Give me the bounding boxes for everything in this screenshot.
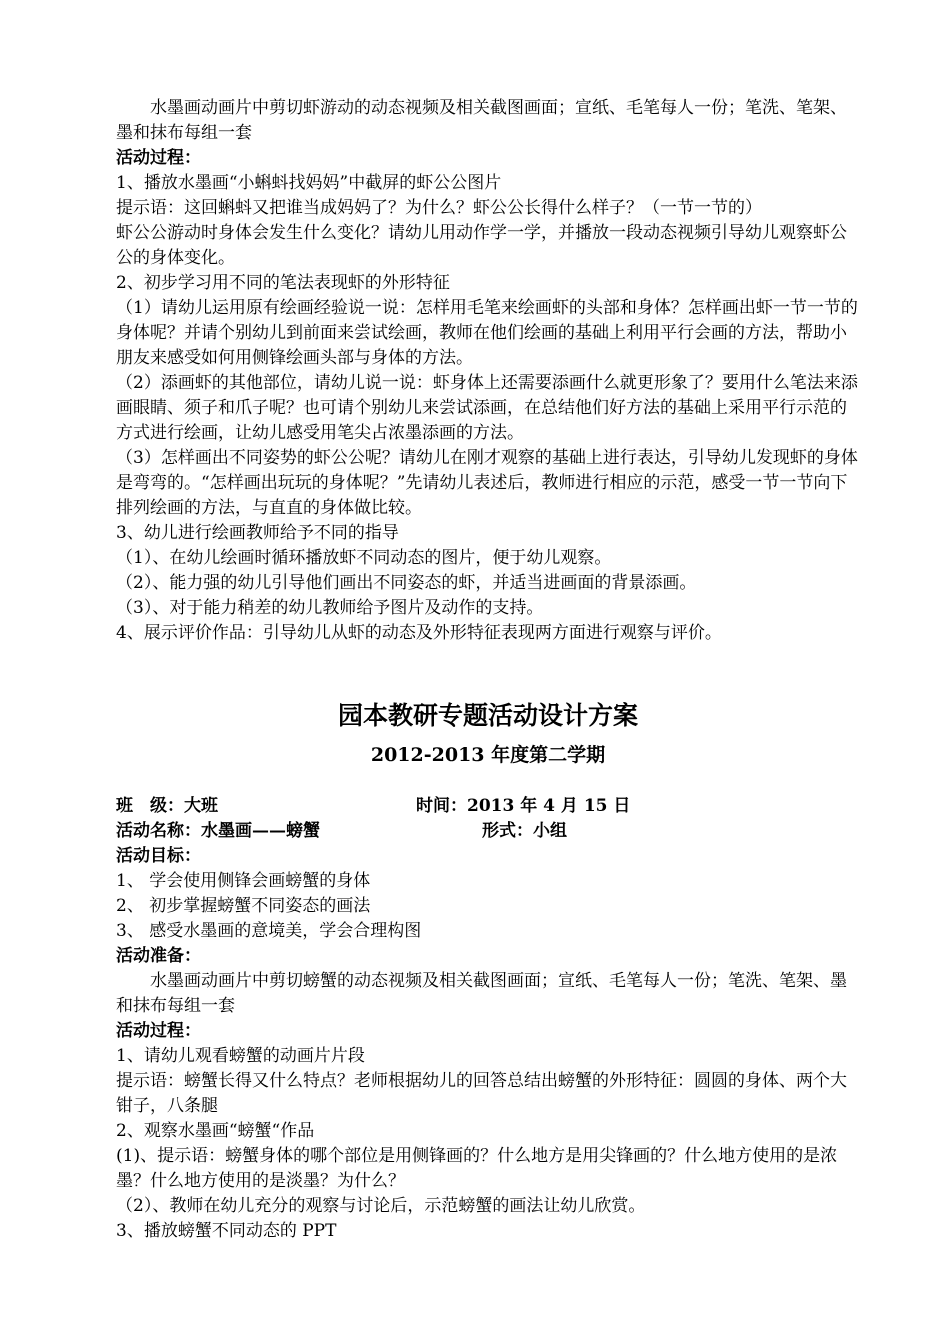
process-line: （1）、在幼儿绘画时循环播放虾不同动态的图片，便于幼儿观察。 [116,548,612,568]
process-heading-crab: 活动过程： [116,1021,201,1041]
goal-item: 3、 感受水墨画的意境美，学会合理构图 [116,921,422,941]
process-line: （1）请幼儿运用原有绘画经验说一说：怎样用毛笔来绘画虾的头部和身体？怎样画出虾一节一节的身体呢？并请个别幼儿到前面来尝试绘画，教师在他们绘画的基础上利用平行会画的方法，帮助小朋友来感受如何用侧锋绘画头部与身体的方法。 [116,298,858,368]
activity-name: 活动名称：水墨画——螃蟹 [116,821,320,841]
goal-heading: 活动目标： [116,846,201,866]
process-line: 2、初步学习用不同的笔法表现虾的外形特征 [116,273,450,293]
process-line: 虾公公游动时身体会发生什么变化？请幼儿用动作学一学，并播放一段动态视频引导幼儿观察虾公公的身体变化。 [116,223,847,268]
process-line: 3、播放螃蟹不同动态的 PPT [116,1221,337,1241]
goal-item: 2、 初步掌握螃蟹不同姿态的画法 [116,896,371,916]
process-line: (1)、提示语：螃蟹身体的哪个部位是用侧锋画的？什么地方是用尖锋画的？什么地方使用的是浓墨？什么地方使用的是淡墨？为什么？ [116,1146,838,1191]
prep-text-shrimp: 水墨画动画片中剪切虾游动的动态视频及相关截图画面；宣纸、毛笔每人一份；笔洗、笔架、墨和抹布每组一套 [116,98,847,143]
process-line: （3）怎样画出不同姿势的虾公公呢？请幼儿在刚才观察的基础上进行表达，引导幼儿发现虾的身体是弯弯的。“怎样画出玩玩的身体呢？”先请幼儿表述后，教师进行相应的示范，感受一节一节向下排列绘画的方法，与直直的身体做比较。 [116,448,858,518]
info-row-class-time [116,794,860,819]
process-heading-shrimp: 活动过程： [116,148,201,168]
document-title: 园本教研专题活动设计方案 [337,701,638,730]
process-line: （2）、教师在幼儿充分的观察与讨论后，示范螃蟹的画法让幼儿欣赏。 [116,1196,646,1216]
process-line: 1、播放水墨画“小蝌蚪找妈妈”中截屏的虾公公图片 [116,173,502,193]
process-line: 1、请幼儿观看螃蟹的动画片片段 [116,1046,365,1066]
process-line: 2、观察水墨画“螃蟹“作品 [116,1121,315,1141]
process-line: 提示语：这回蝌蚪又把谁当成妈妈了？为什么？虾公公长得什么样子？（一节一节的） [116,198,762,218]
prep-text-crab: 水墨画动画片中剪切螃蟹的动态视频及相关截图画面；宣纸、毛笔每人一份；笔洗、笔架、墨和抹布每组一套 [116,971,847,1016]
process-line: 提示语：螃蟹长得又什么特点？老师根据幼儿的回答总结出螃蟹的外形特征：圆圆的身体、两个大钳子，八条腿 [116,1071,847,1116]
info-row-name-form [116,819,860,844]
form-label: 形式：小组 [482,821,567,841]
process-line: 4、展示评价作品：引导幼儿从虾的动态及外形特征表现两方面进行观察与评价。 [116,623,722,643]
header-gap [116,770,860,794]
prep-heading: 活动准备： [116,946,201,966]
goal-item: 1、 学会使用侧锋会画螃蟹的身体 [116,871,371,891]
document-subtitle: 2012-2013 年度第二学期 [370,744,606,766]
process-line: 3、幼儿进行绘画教师给予不同的指导 [116,523,399,543]
process-line: （3）、对于能力稍差的幼儿教师给予图片及动作的支持。 [116,598,544,618]
process-line: （2）添画虾的其他部位，请幼儿说一说：虾身体上还需要添画什么就更形象了？要用什么笔法来添画眼睛、须子和爪子呢？也可请个别幼儿来尝试添画，在总结他们好方法的基础上采用平行示范的方式进行绘画，让幼儿感受用笔尖占浓墨添画的方法。 [116,373,858,443]
class-label: 班 级：大班 [116,796,218,816]
time-label: 时间：2013 年 4 月 15 日 [416,796,631,816]
section-gap [116,646,860,698]
document-page [116,96,860,1244]
process-line: （2）、能力强的幼儿引导他们画出不同姿态的虾，并适当进画面的背景添画。 [116,573,697,593]
